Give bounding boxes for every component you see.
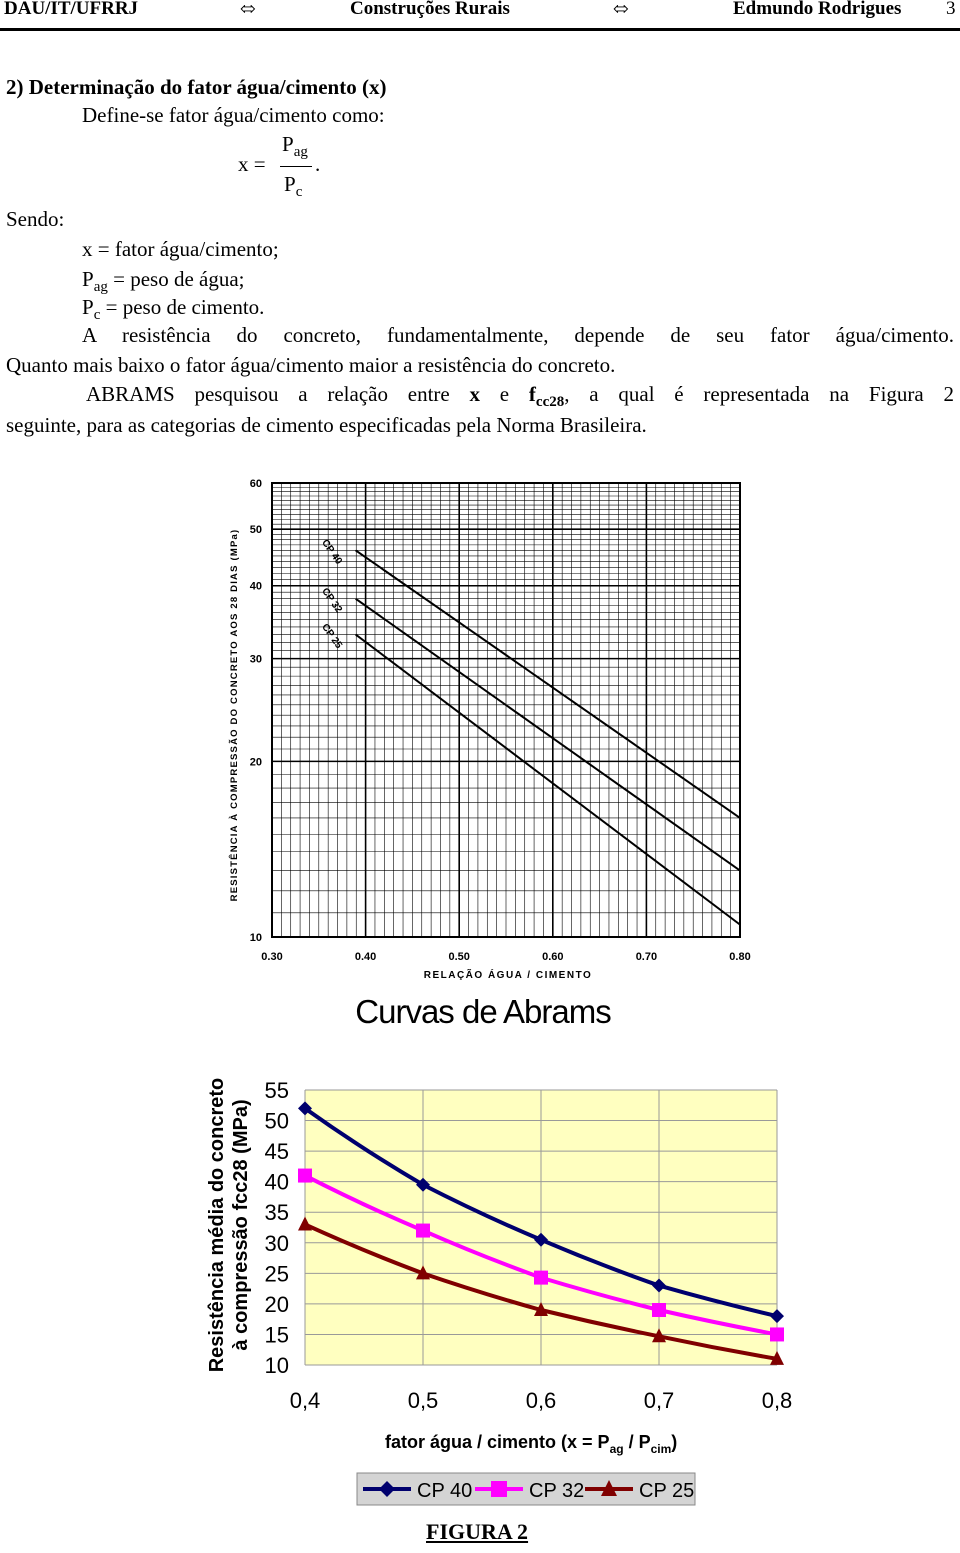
header-arrow-2: ⬄: [613, 0, 629, 20]
definition-pag: $P_{ag}$ = peso de água;: [82, 267, 245, 296]
chart2-x-tick-label: 0,7: [643, 1388, 675, 1413]
chart1-series-label: CP 32: [319, 586, 344, 616]
chart2-point: [770, 1327, 784, 1341]
chart2-x-tick-label: 0,6: [525, 1388, 557, 1413]
chart1-y-tick-label: 30: [249, 653, 262, 666]
chart2-legend: [357, 1473, 695, 1505]
chart1-xlabel: RELAÇÃO ÁGUA / CIMENTO: [423, 970, 593, 981]
chart2-ylabel-line-2: à compressão fcc28 (MPa): [230, 1099, 252, 1351]
chart2-legend-label: CP 25: [639, 1480, 695, 1502]
chart1-x-tick-label: 0.60: [542, 951, 564, 963]
chart2-point: [534, 1271, 548, 1285]
chart1-x-tick-label: 0.80: [729, 951, 751, 963]
formula-dot: .: [315, 152, 321, 176]
header-right: Edmundo Rodrigues: [733, 0, 902, 19]
chart2-legend-label: CP 32: [529, 1480, 585, 1502]
chart2-title: Curvas de Abrams: [355, 993, 611, 1030]
chart2-point: [652, 1303, 666, 1317]
header-arrow-1: ⬄: [240, 0, 256, 20]
paragraph-2-line-2: seguinte, para as categorias de cimento especificadas pela Norma Brasileira.: [6, 413, 647, 437]
paragraph-1-line-1: A resistência do concreto, fundamentalmente, depende de seu fator água/cimento.: [82, 323, 954, 347]
definition-pc: $P_c$ = peso de cimento.: [82, 295, 265, 324]
chart2-legend-label: CP 40: [417, 1480, 473, 1502]
fraction-bar: [280, 166, 312, 167]
chart1-y-tick-label: 50: [249, 524, 262, 537]
chart2-x-tick-label: 0,8: [761, 1388, 793, 1413]
paragraph-2-line-1: ABRAMS pesquisou a relação entre x e $f_{cc28}$, a qual é representada na Figura 2: [86, 382, 954, 411]
chart2-ylabel-line-1: Resistência média do concreto: [206, 1077, 228, 1373]
page-header: [0, 0, 960, 31]
paragraph-1-line-2: Quanto mais baixo o fator água/cimento maior a resistência do concreto.: [6, 353, 616, 377]
abrams-curves-chart: [195, 990, 815, 1520]
header-center: Construções Rurais: [350, 0, 510, 19]
page-number: 3: [946, 0, 956, 19]
definition-intro: Define-se fator água/cimento como:: [82, 103, 385, 127]
abrams-grid-chart: [215, 465, 755, 985]
formula-lhs: x =: [238, 152, 266, 176]
chart1-x-tick-label: 0.50: [448, 951, 470, 963]
chart2-y-tick-label: 20: [264, 1291, 289, 1317]
chart2-point: [491, 1481, 507, 1497]
sendo-label: Sendo:: [6, 207, 65, 231]
chart2-x-tick-label: 0,4: [289, 1388, 321, 1413]
chart2-y-tick-label: 15: [264, 1322, 289, 1348]
chart2-xlabel: fator água / cimento $(x = P_{ag} / P_{cim})$: [385, 1432, 678, 1456]
chart1-series-label: CP 25: [319, 621, 344, 651]
section-title: 2) Determinação do fator água/cimento (x): [6, 75, 387, 99]
chart1-ylabel: RESISTÊNCIA À COMPRESSÃO DO CONCRETO AOS 28 DIAS (MPa): [229, 528, 240, 902]
chart2-y-ticks: [265, 1078, 289, 1378]
figure-caption: FIGURA 2: [426, 1519, 529, 1544]
formula-numerator: $P_{ag}$: [282, 132, 308, 161]
chart1-x-tick-label: 0.40: [354, 951, 377, 963]
chart1-series-label: CP 40: [319, 537, 344, 567]
chart2-y-tick-label: 25: [264, 1261, 289, 1287]
chart1-y-tick-label: 20: [249, 756, 262, 769]
chart2-point: [416, 1224, 430, 1238]
chart1-y-tick-label: 60: [249, 478, 262, 490]
chart1-y-tick-label: 10: [249, 932, 262, 944]
chart2-x-tick-label: 0,5: [407, 1388, 439, 1413]
chart2-y-tick-label: 10: [264, 1353, 289, 1378]
chart2-y-tick-label: 45: [264, 1139, 289, 1165]
chart2-y-tick-label: 40: [264, 1169, 289, 1195]
chart1-x-tick-label: 0.70: [635, 951, 658, 963]
chart2-y-tick-label: 55: [264, 1078, 289, 1103]
formula: [238, 128, 338, 204]
formula-denominator: $P_c$: [284, 172, 303, 201]
chart2-y-tick-label: 50: [264, 1108, 289, 1134]
chart2-x-ticks: [290, 1388, 793, 1413]
chart2-point: [298, 1169, 312, 1183]
chart1-x-tick-label: 0.30: [261, 951, 283, 963]
chart2-y-tick-label: 35: [264, 1200, 289, 1226]
definition-x: x = fator água/cimento;: [82, 237, 279, 261]
chart1-y-tick-label: 40: [249, 580, 262, 593]
header-left: DAU/IT/UFRRJ: [4, 0, 139, 19]
chart2-y-tick-label: 30: [264, 1230, 289, 1256]
chart1-grid: [272, 483, 740, 937]
